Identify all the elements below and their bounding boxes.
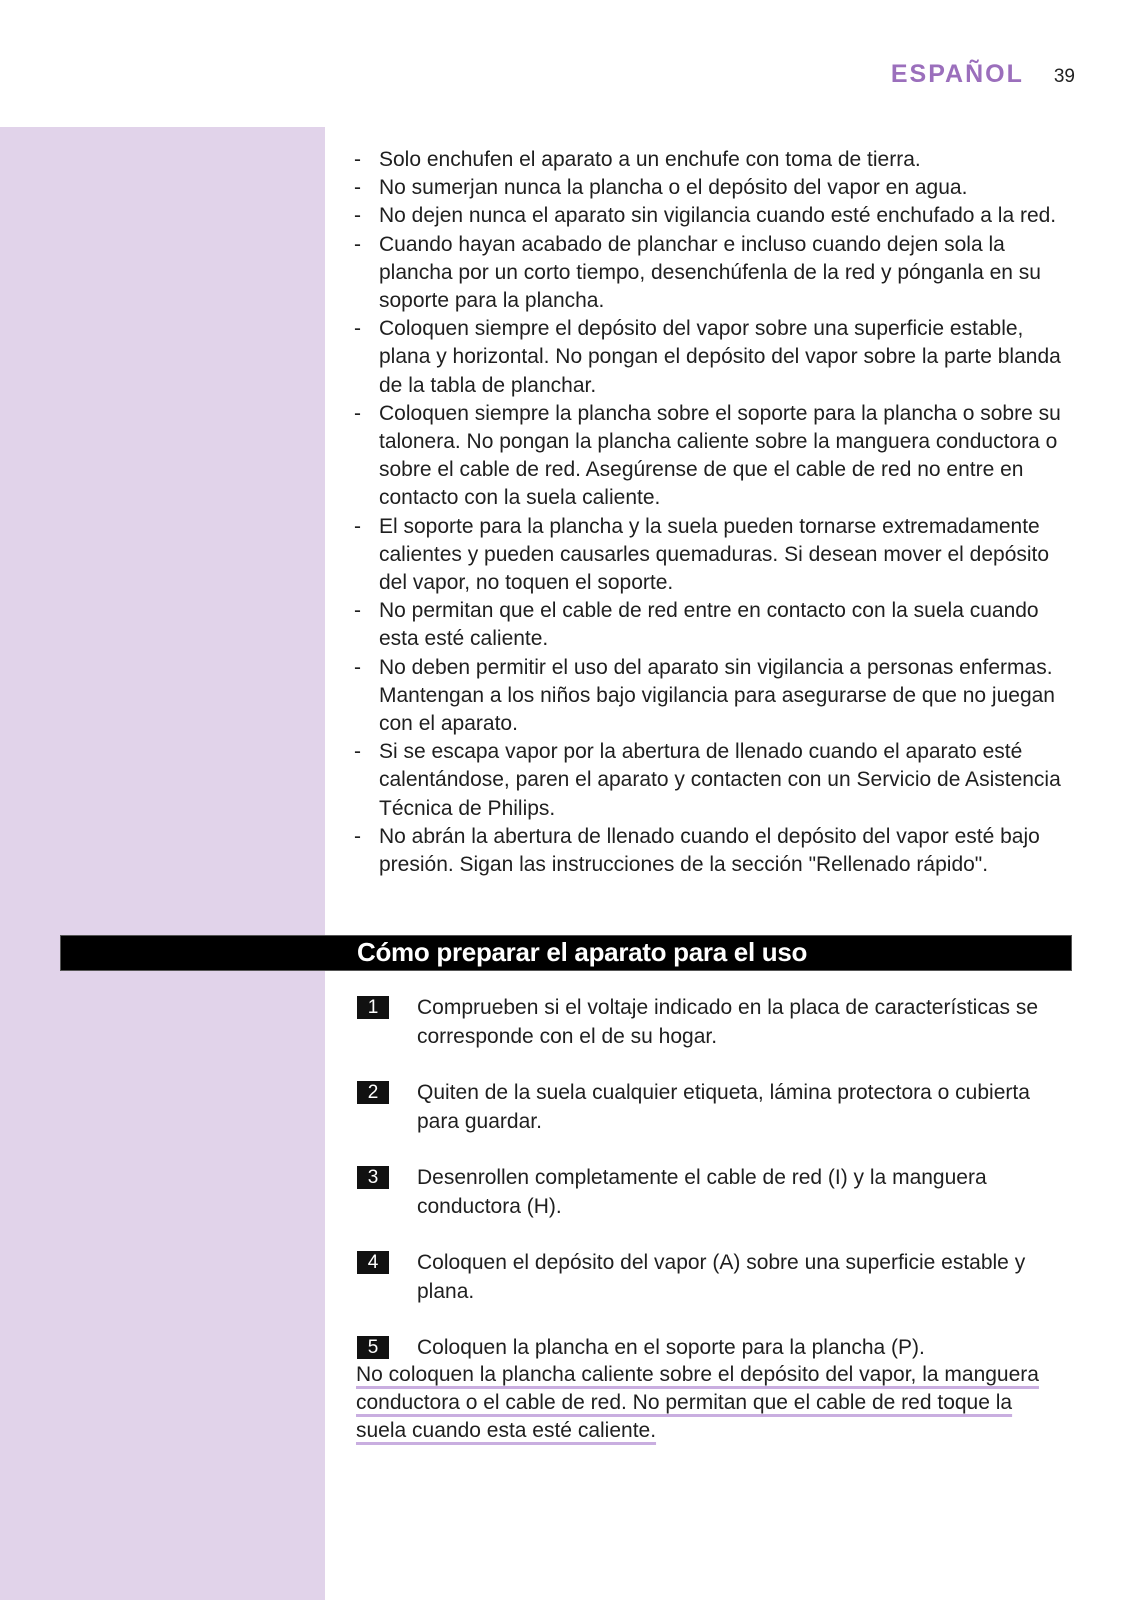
dash-bullet: -: [354, 655, 361, 679]
caution-note-text: No coloquen la plancha caliente sobre el depósito del vapor, la manguera conductora o el cable de red. No permitan que el cable de red toque la suela cuando esta esté caliente.: [356, 1363, 1039, 1442]
warning-item: [352, 146, 1072, 174]
dash-bullet: -: [354, 148, 361, 171]
warning-item: [352, 654, 1072, 739]
warning-text: No sumerjan nunca la plancha o el depósito del vapor en agua.: [379, 176, 968, 200]
warning-text: Si se escapa vapor por la abertura de llenado cuando el aparato esté calentándose, paren el aparato y contacten con un Servicio de Asistencia Técnica de Philips.: [379, 740, 1061, 820]
warning-text: No deben permitir el uso del aparato sin vigilancia a personas enfermas. Mantengan a los niños bajo vigilancia para asegurarse de que no juegan con el aparato.: [379, 655, 1055, 736]
dash-bullet: -: [354, 317, 361, 341]
section-title: Cómo preparar el aparato para el uso: [357, 937, 808, 967]
warning-text: No abrán la abertura de llenado cuando el depósito del vapor esté bajo presión. Sigan las instrucciones de la sección "Rellenado rápido".: [379, 824, 1040, 877]
page-header: [891, 60, 1075, 89]
step-text: Coloquen la plancha en el soporte para la plancha (P).: [417, 1336, 925, 1359]
dash-bullet: -: [354, 599, 361, 623]
step-number-badge: 2: [357, 1081, 389, 1104]
dash-bullet: -: [354, 204, 361, 228]
step-1: [357, 993, 1077, 1051]
step-4: [357, 1248, 1077, 1306]
warning-item: [352, 738, 1072, 823]
sidebar-band: [0, 127, 325, 1600]
dash-bullet: -: [354, 740, 361, 764]
language-label: ESPAÑOL: [890, 60, 1024, 88]
dash-bullet: -: [354, 824, 361, 848]
step-number-badge: 4: [357, 1251, 389, 1274]
warning-text: El soporte para la plancha y la suela pueden tornarse extremadamente calientes y pueden causarles quemaduras. Si desean mover el depósito del vapor, no toquen el soporte.: [379, 514, 1050, 595]
warning-item: [352, 174, 1072, 202]
warning-item: [352, 597, 1072, 653]
step-text: Coloquen el depósito del vapor (A) sobre una superficie estable y plana.: [417, 1251, 1026, 1303]
step-number-badge: 5: [357, 1336, 389, 1359]
warning-item: [352, 231, 1072, 316]
warning-item: [352, 400, 1072, 513]
step-5: [357, 1333, 1077, 1362]
dash-bullet: -: [354, 232, 361, 256]
step-text: Quiten de la suela cualquier etiqueta, lámina protectora o cubierta para guardar.: [417, 1081, 1030, 1133]
caution-note: [356, 1361, 1056, 1445]
warning-text: No dejen nunca el aparato sin vigilancia cuando esté enchufado a la red.: [379, 204, 1057, 228]
warning-item: [352, 315, 1072, 400]
section-heading-bar: [60, 935, 1072, 971]
step-number-badge: 1: [357, 996, 389, 1019]
warnings-list: [352, 146, 1072, 879]
warning-text: Coloquen siempre el depósito del vapor sobre una superficie estable, plana y horizontal. No pongan el depósito del vapor sobre la parte blanda de la tabla de planchar.: [379, 317, 1061, 397]
warning-text: Coloquen siempre la plancha sobre el soporte para la plancha o sobre su talonera. No pongan la plancha caliente sobre la manguera conductora o sobre el cable de red. Asegúrense de que el cable de red no entre en contacto con la suela caliente.: [379, 401, 1061, 510]
warning-item: [352, 202, 1072, 230]
step-2: [357, 1078, 1077, 1136]
dash-bullet: -: [354, 176, 361, 200]
step-text: Desenrollen completamente el cable de red (I) y la manguera conductora (H).: [417, 1166, 987, 1218]
dash-bullet: -: [354, 514, 361, 538]
warning-item: [352, 823, 1072, 879]
warning-text: Cuando hayan acabado de planchar e incluso cuando dejen sola la plancha por un corto tiempo, desenchúfenla de la red y pónganla en su soporte para la plancha.: [379, 232, 1041, 313]
step-3: [357, 1163, 1077, 1221]
dash-bullet: -: [354, 401, 361, 425]
warning-text: No permitan que el cable de red entre en contacto con la suela cuando esta esté caliente.: [379, 599, 1039, 651]
page-number: 39: [1053, 66, 1075, 87]
step-number-badge: 3: [357, 1166, 389, 1189]
warning-text: Solo enchufen el aparato a un enchufe con toma de tierra.: [379, 148, 921, 171]
warning-item: [352, 513, 1072, 598]
step-text: Comprueben si el voltaje indicado en la placa de características se corresponde con el de su hogar.: [417, 996, 1039, 1048]
